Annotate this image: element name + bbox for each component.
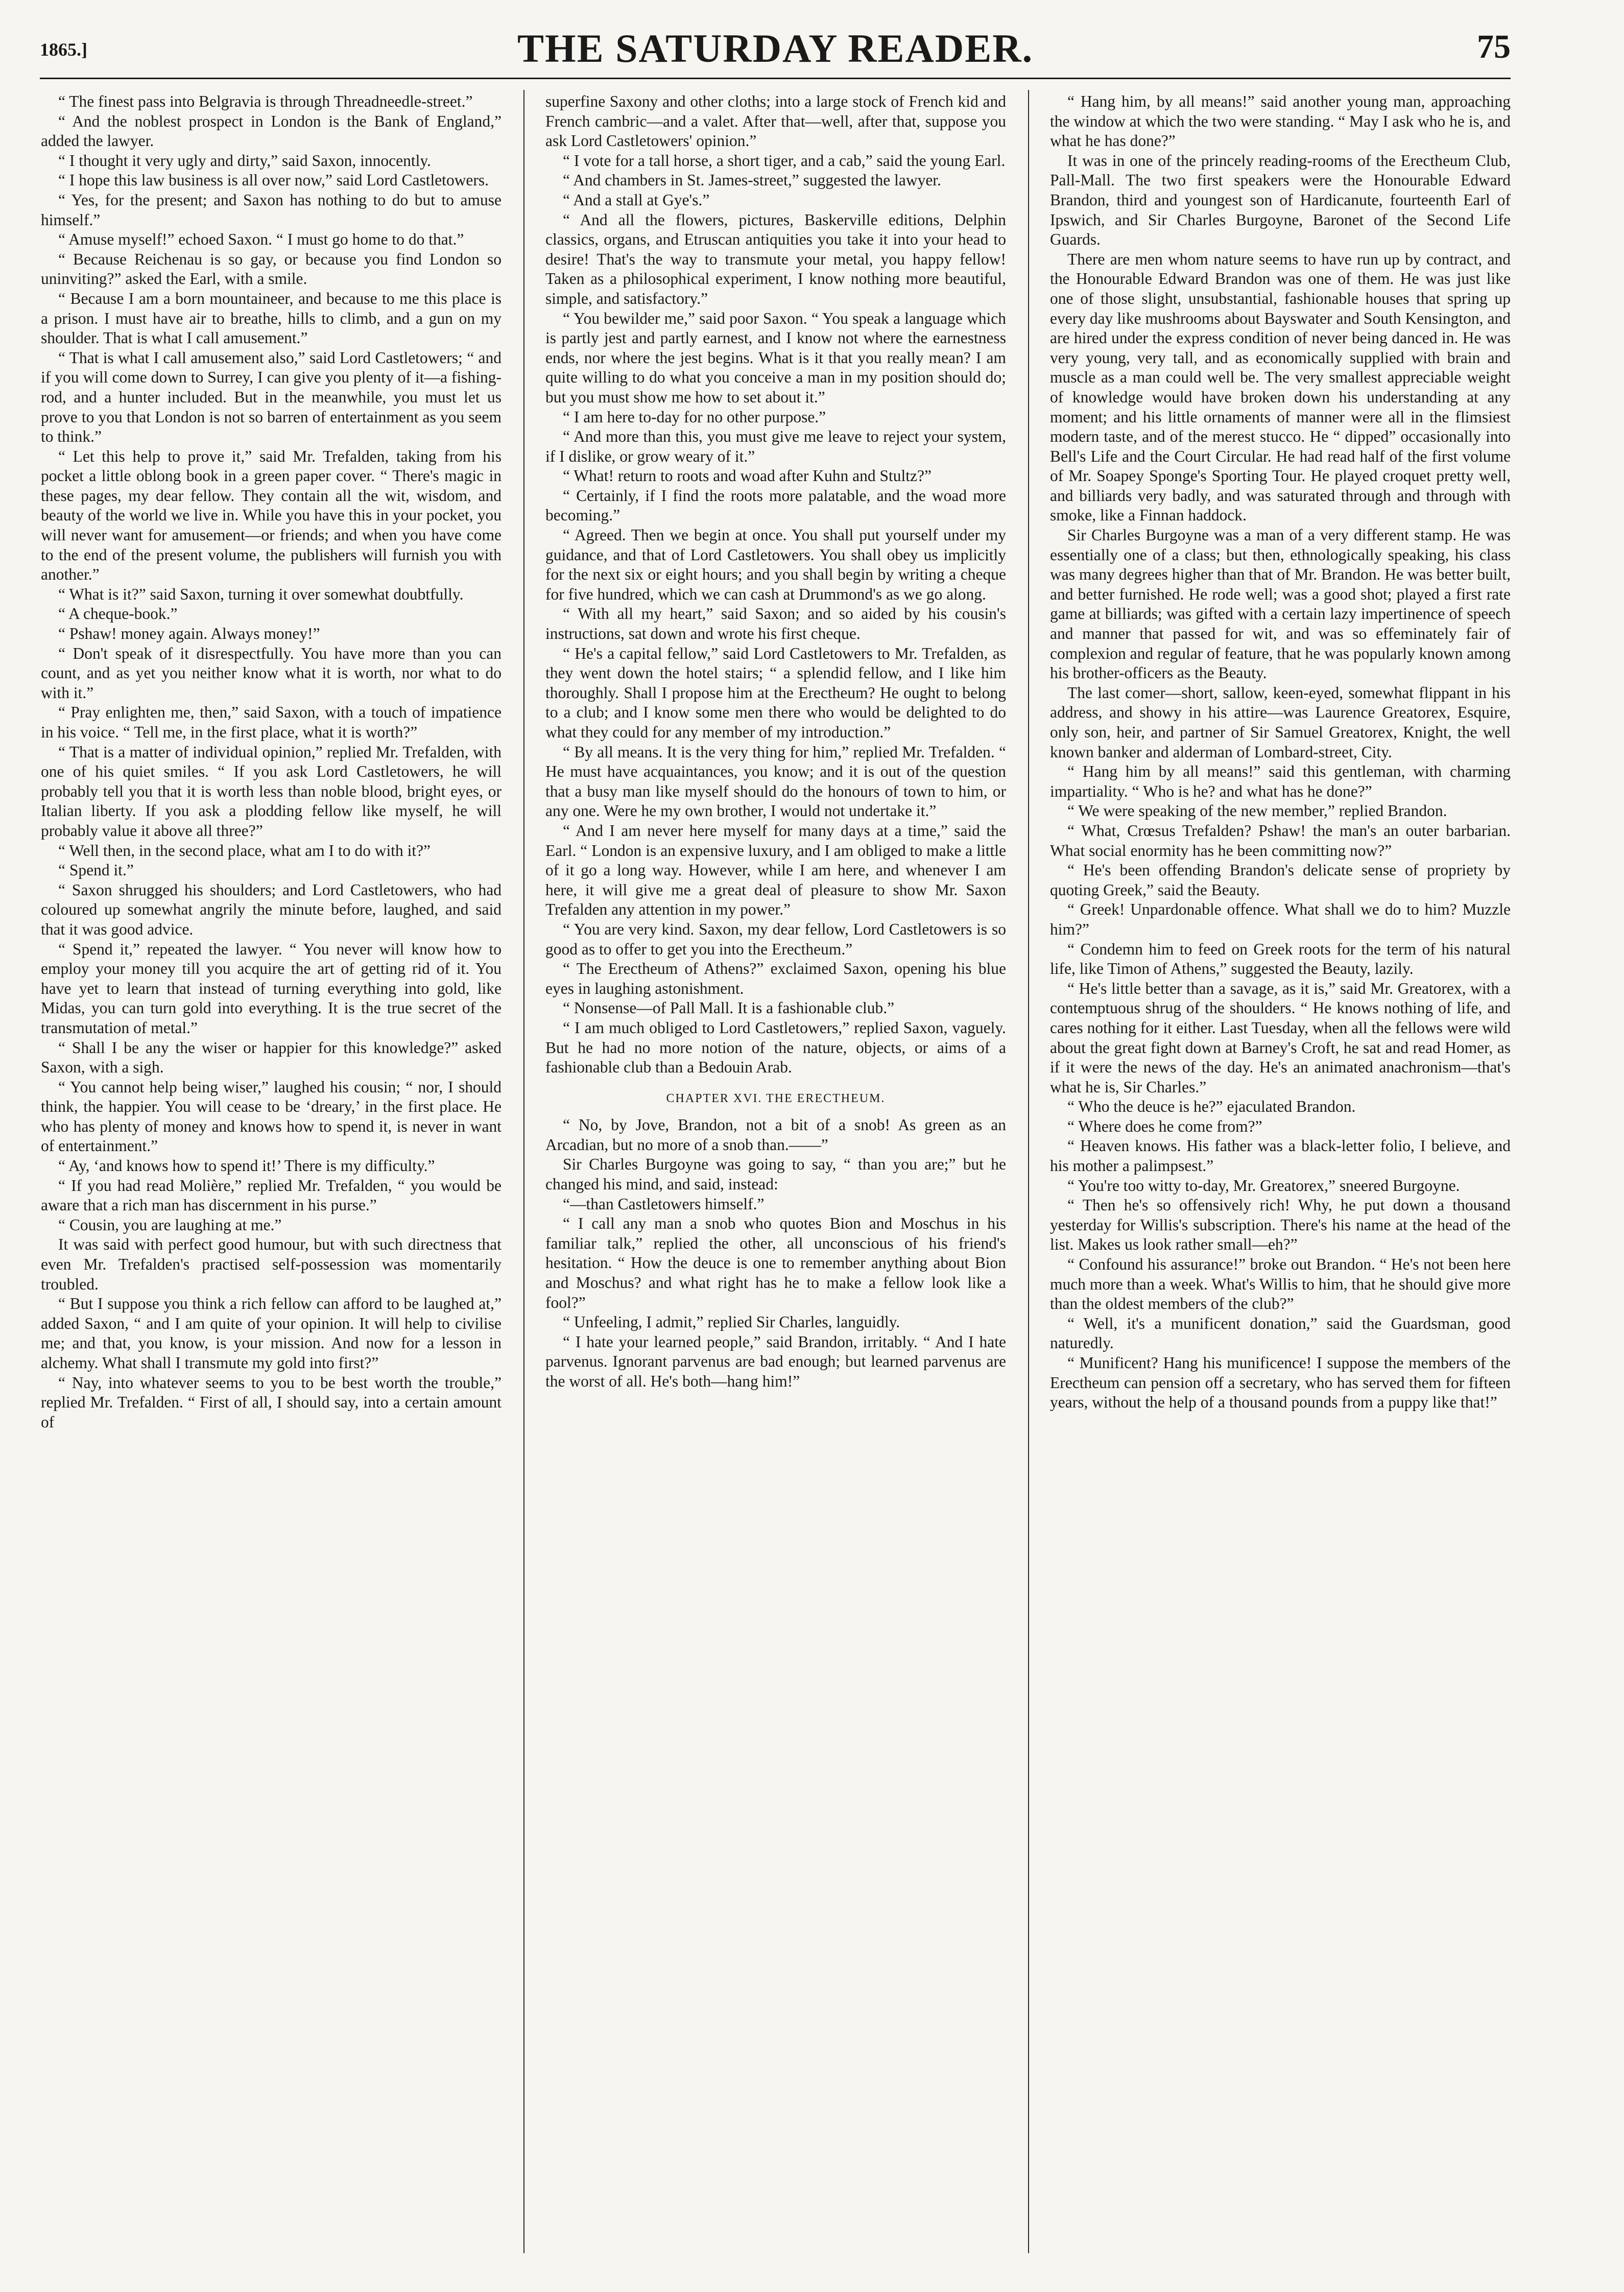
paragraph: “ Don't speak of it disrespectfully. You have more than you can count, and as yet you neither know what it is worth, nor what to do with it.” xyxy=(41,644,501,702)
paragraph: “ Hang him by all means!” said this gentleman, with charming impartiality. “ Who is he? and what has he done?” xyxy=(1050,762,1511,800)
paragraph: “—than Castletowers himself.” xyxy=(563,1195,765,1213)
paragraph: “ And the noblest prospect in London is the Bank of England,” added the lawyer. xyxy=(41,112,501,150)
paragraph: “ Saxon shrugged his shoulders; and Lord Castletowers, who had coloured up somewhat angrily the minute before, laughed, and said that it was good advice. xyxy=(41,880,501,938)
paragraph: “ And more than this, you must give me leave to reject your system, if I dislike, or grow weary of it.” xyxy=(545,427,1006,465)
text-column-1 xyxy=(41,92,501,2252)
column-divider xyxy=(523,90,524,2253)
paragraph: “ I hope this law business is all over now,” said Lord Castletowers. xyxy=(58,171,489,189)
paragraph: “ Munificent? Hang his munificence! I suppose the members of the Erectheum can pension off a secretary, who has served them for fifteen years, without the help of a thousand pounds from a puppy like that!” xyxy=(1050,1354,1511,1412)
paragraph: “ Well then, in the second place, what am I to do with it?” xyxy=(58,841,431,860)
paragraph: “ What is it?” said Saxon, turning it over somewhat doubtfully. xyxy=(58,585,464,603)
paragraph: It was said with perfect good humour, but with such directness that even Mr. Trefalden's practised self-possession was momentarily troubled. xyxy=(41,1235,501,1293)
text-column-3 xyxy=(1050,92,1511,2252)
paragraph: “ Let this help to prove it,” said Mr. Trefalden, taking from his pocket a little oblong book in a green paper cover. “ There's magic in these pages, my dear fellow. They contain all the wit, wisdom, and beauty of the world we live in. While you have this in your pocket, you will never want for amusement—or friends; and when you have come to the end of the present volume, the publishers will furnish you with another.” xyxy=(41,447,501,584)
paragraph: “ With all my heart,” said Saxon; and so aided by his cousin's instructions, sat down and wrote his first cheque. xyxy=(545,605,1006,643)
masthead-title: THE SATURDAY READER. xyxy=(517,26,1034,70)
paragraph: “ Well, it's a munificent donation,” said the Guardsman, good naturedly. xyxy=(1050,1314,1511,1352)
paragraph: “ I hate your learned people,” said Brandon, irritably. “ And I hate parvenus. Ignorant parvenus are bad enough; but learned parvenus are the worst of all. He's both—hang him!” xyxy=(545,1332,1006,1390)
paragraph: “ The Erectheum of Athens?” exclaimed Saxon, opening his blue eyes in laughing astonishment. xyxy=(545,960,1006,997)
paragraph: “ Shall I be any the wiser or happier for this knowledge?” asked Saxon, with a sigh. xyxy=(41,1038,501,1077)
paragraph: “ Condemn him to feed on Greek roots for the term of his natural life, like Timon of Athens,” suggested the Beauty, lazily. xyxy=(1050,940,1511,978)
paragraph: “ That is what I call amusement also,” said Lord Castletowers; “ and if you will come down to Surrey, I can give you plenty of it—a fishing-rod, and a hunter included. But in the meanwhile, you must let us prove to you that London is not so barren of entertainment as you seem to think.” xyxy=(41,348,501,446)
paragraph: “ He's a capital fellow,” said Lord Castletowers to Mr. Trefalden, as they went down the hotel stairs; “ a splendid fellow, and I like him thoroughly. Shall I propose him at the Erectheum? He ought to belong to a club; and I know some men there who would be delighted to do what they could for any member of my introduction.” xyxy=(545,644,1006,741)
paragraph: “ I am here to-day for no other purpose.” xyxy=(563,408,826,426)
paragraph: “ I vote for a tall horse, a short tiger, and a cab,” said the young Earl. xyxy=(563,151,1006,170)
paragraph: “ Pray enlighten me, then,” said Saxon, with a touch of impatience in his voice. “ Tell me, in the first place, what it is worth?” xyxy=(41,703,501,741)
paragraph: “ Where does he come from?” xyxy=(1067,1117,1262,1135)
paragraph: “ You are very kind. Saxon, my dear fellow, Lord Castletowers is so good as to offer to get you into the Erectheum.” xyxy=(545,920,1006,958)
paragraph: “ You cannot help being wiser,” laughed his cousin; “ nor, I should think, the happier. You will cease to be ‘dreary,’ in the first place. He who has plenty of money and knows how to spend it, is never in want of entertainment.” xyxy=(41,1078,501,1155)
paragraph: Sir Charles Burgoyne was going to say, “ than you are;” but he changed his mind, and said, instead: xyxy=(545,1155,1006,1193)
paragraph: “ No, by Jove, Brandon, not a bit of a snob! As green as an Arcadian, but no more of a snob than.——” xyxy=(545,1116,1006,1154)
paragraph: “ Cousin, you are laughing at me.” xyxy=(58,1215,282,1234)
paragraph: “ We were speaking of the new member,” replied Brandon. xyxy=(1067,802,1447,820)
paragraph: “ Because I am a born mountaineer, and because to me this place is a prison. I must have air to breathe, hills to climb, and a gun on my shoulder. That is what I call amusement.” xyxy=(41,289,501,347)
paragraph: “ If you had read Molière,” replied Mr. Trefalden, “ you would be aware that a rich man has discernment in his purse.” xyxy=(41,1176,501,1214)
paragraph: “ Unfeeling, I admit,” replied Sir Charles, languidly. xyxy=(563,1313,900,1331)
paragraph: “ Nay, into whatever seems to you to be best worth the trouble,” replied Mr. Trefalden. “ First of all, I should say, into a certain amount of xyxy=(41,1373,501,1431)
paragraph: “ That is a matter of individual opinion,” replied Mr. Trefalden, with one of his quiet smiles. “ If you ask Lord Castletowers, he will probably tell you that it is worth less than noble blood, bright eyes, or Italian liberty. If you ask a plodding fellow like myself, he will probably value it above all three?” xyxy=(41,743,501,840)
text-column-2 xyxy=(545,92,1006,2252)
paragraph: “ But I suppose you think a rich fellow can afford to be laughed at,” added Saxon, “ and I am quite of your opinion. It will help to civilise me; and that, you know, is your mission. And now for a lesson in alchemy. What shall I transmute my gold into first?” xyxy=(41,1295,501,1372)
paragraph: “ Agreed. Then we begin at once. You shall put yourself under my guidance, and that of Lord Castletowers. You shall obey us implicitly for the next six or eight hours; and you shall begin by writing a cheque for five hundred, which we can cash at Drummond's as we go along. xyxy=(545,526,1006,603)
paragraph: “ You bewilder me,” said poor Saxon. “ You speak a language which is partly jest and partly earnest, and I know not where the earnestness ends, nor where the jest begins. What is it that you really mean? I am quite willing to do what you conceive a man in my position should do; but you must show me how to set about it.” xyxy=(545,309,1006,406)
paragraph: “ Because Reichenau is so gay, or because you find London so uninviting?” asked the Earl, with a smile. xyxy=(41,250,501,288)
paragraph: “ Spend it.” xyxy=(58,861,134,879)
paragraph: “ Confound his assurance!” broke out Brandon. “ He's not been here much more than a week. What's Willis to him, that he should give more than the oldest members of the club?” xyxy=(1050,1255,1511,1313)
paragraph: “ Ay, ‘and knows how to spend it!’ There is my difficulty.” xyxy=(58,1157,435,1175)
chapter-heading: CHAPTER XVI. THE ERECTHEUM. xyxy=(666,1091,886,1105)
header-rule xyxy=(40,78,1511,79)
paragraph: “ Pshaw! money again. Always money!” xyxy=(58,625,320,643)
paragraph: The last comer—short, sallow, keen-eyed, somewhat flippant in his address, and showy in his attire—was Laurence Greatorex, Esquire, only son, heir, and partner of Sir Samuel Greatorex, Knight, the well known banker and alderman of Lombard-street, City. xyxy=(1050,683,1511,761)
page-number: 75 xyxy=(1477,28,1511,65)
paragraph: superfine Saxony and other cloths; into a large stock of French kid and French cambric—and a valet. After that—well, after that, suppose you ask Lord Castletowers' opinion.” xyxy=(545,92,1006,150)
paragraph: “ You're too witty to-day, Mr. Greatorex,” sneered Burgoyne. xyxy=(1067,1176,1460,1195)
paragraph: “ And a stall at Gye's.” xyxy=(563,190,710,209)
paragraph: “ And I am never here myself for many days at a time,” said the Earl. “ London is an expensive luxury, and I am obliged to make a little of it go a long way. However, while I am here, and whenever I am here, it will give me a great deal of pleasure to show Mr. Saxon Trefalden any attention in my power.” xyxy=(545,821,1006,919)
column-divider xyxy=(1028,90,1029,2253)
paragraph: “ I call any man a snob who quotes Bion and Moschus in his familiar talk,” replied the other, all unconscious of his friend's hesitation. “ How the deuce is one to remember anything about Bion and Moschus? and what right has he to make a fellow look like a fool?” xyxy=(545,1214,1006,1311)
paragraph: “ And all the flowers, pictures, Baskerville editions, Delphin classics, organs, and Etruscan antiquities you take it into your head to desire! That's the way to transmute your metal, you happy fellow! Taken as a philosophical experiment, I know nothing more beautiful, simple, and satisfactory.” xyxy=(545,210,1006,307)
paragraph: “ Heaven knows. His father was a black-letter folio, I believe, and his mother a palimpsest.” xyxy=(1050,1137,1511,1175)
paragraph: “ By all means. It is the very thing for him,” replied Mr. Trefalden. “ He must have acquaintances, you know; and it is out of the question that a busy man like myself should do the honours of town to him, or any one. Were he my own brother, I would not undertake it.” xyxy=(545,743,1006,820)
paragraph: There are men whom nature seems to have run up by contract, and the Honourable Edward Brandon was one of them. He was just like one of those slight, unsubstantial, fashionable houses that spring up every day like mushrooms about Bayswater and South Kensington, and are hired under the express condition of never being danced in. He was very young, very tall, and as economically supplied with brain and muscle as a man could well be. The very smallest appreciable weight of knowledge would have broken down his understanding at any moment; and his little ornaments of manner were all in the flimsiest modern taste, and of the merest stucco. He “ dipped” occasionally into Bell's Life and the Court Circular. He had read half of the first volume of Mr. Soapey Sponge's Sporting Tour. He played croquet pretty well, and billiards very badly, and was saturated through and through with smoke, like a Finnan haddock. xyxy=(1050,250,1511,524)
paragraph: “ Spend it,” repeated the lawyer. “ You never will know how to employ your money till you acquire the art of getting rid of it. You have yet to learn that instead of turning everything into gold, like Midas, you can turn gold into everything. It is the true secret of the transmutation of metal.” xyxy=(41,940,501,1037)
paragraph: “ Then he's so offensively rich! Why, he put down a thousand yesterday for Willis's subscription. There's his name at the head of the list. Makes us look rather small—eh?” xyxy=(1050,1196,1511,1254)
paragraph: “ I thought it very ugly and dirty,” said Saxon, innocently. xyxy=(58,151,431,170)
paragraph: “ Hang him, by all means!” said another young man, approaching the window at which the two were standing. “ May I ask who he is, and what he has done?” xyxy=(1050,92,1511,150)
paragraph: “ He's been offending Brandon's delicate sense of propriety by quoting Greek,” said the Beauty. xyxy=(1050,861,1511,899)
paragraph: “ Who the deuce is he?” ejaculated Brandon. xyxy=(1067,1097,1356,1116)
paragraph: “ Yes, for the present; and Saxon has nothing to do but to amuse himself.” xyxy=(41,190,501,229)
paragraph: “ I am much obliged to Lord Castletowers,” replied Saxon, vaguely. But he had no more notion of the nature, objects, or aims of a fashionable club than a Bedouin Arab. xyxy=(545,1018,1006,1077)
paragraph: “ Certainly, if I find the roots more palatable, and the woad more becoming.” xyxy=(545,486,1006,524)
paragraph: “ Nonsense—of Pall Mall. It is a fashionable club.” xyxy=(563,999,895,1017)
paragraph: “ What, Crœsus Trefalden? Pshaw! the man's an outer barbarian. What social enormity has he been committing now?” xyxy=(1050,821,1511,860)
paragraph: “ The finest pass into Belgravia is through Threadneedle-street.” xyxy=(58,92,473,110)
paragraph: It was in one of the princely reading-rooms of the Erectheum Club, Pall-Mall. The two first speakers were the Honourable Edward Brandon, third and youngest son of Hardicanute, fourteenth Earl of Ipswich, and Sir Charles Burgoyne, Baronet of the Second Life Guards. xyxy=(1050,151,1511,249)
paragraph: Sir Charles Burgoyne was a man of a very different stamp. He was essentially one of a class; but then, ethnologically speaking, his class was many degrees higher than that of Mr. Brandon. He was better built, and better furnished. He rode well; was a good shot; played a first rate game at billiards; was gifted with a certain lazy impertinence of speech and manner that passed for wit, and was so effeminately fair of complexion and regular of feature, that he was popularly known among his brother-officers as the Beauty. xyxy=(1050,526,1511,682)
paragraph: “ And chambers in St. James-street,” suggested the lawyer. xyxy=(563,171,941,189)
paragraph: “ Greek! Unpardonable offence. What shall we do to him? Muzzle him?” xyxy=(1050,900,1511,938)
paragraph: “ What! return to roots and woad after Kuhn and Stultz?” xyxy=(563,467,932,485)
page-header xyxy=(40,26,1511,75)
header-year: 1865.] xyxy=(40,39,87,60)
paragraph: “ A cheque-book.” xyxy=(58,605,178,623)
paragraph: “ He's little better than a savage, as it is,” said Mr. Greatorex, with a contemptuous shrug of the shoulders. “ He knows nothing of life, and cares nothing for it either. Last Tuesday, when all the fellows were wild about the great fight down at Barney's Croft, he sat and read Homer, as if it were the news of the day. He's an animated anachronism—that's what he is, Sir Charles.” xyxy=(1050,979,1511,1096)
paragraph: “ Amuse myself!” echoed Saxon. “ I must go home to do that.” xyxy=(58,230,464,249)
